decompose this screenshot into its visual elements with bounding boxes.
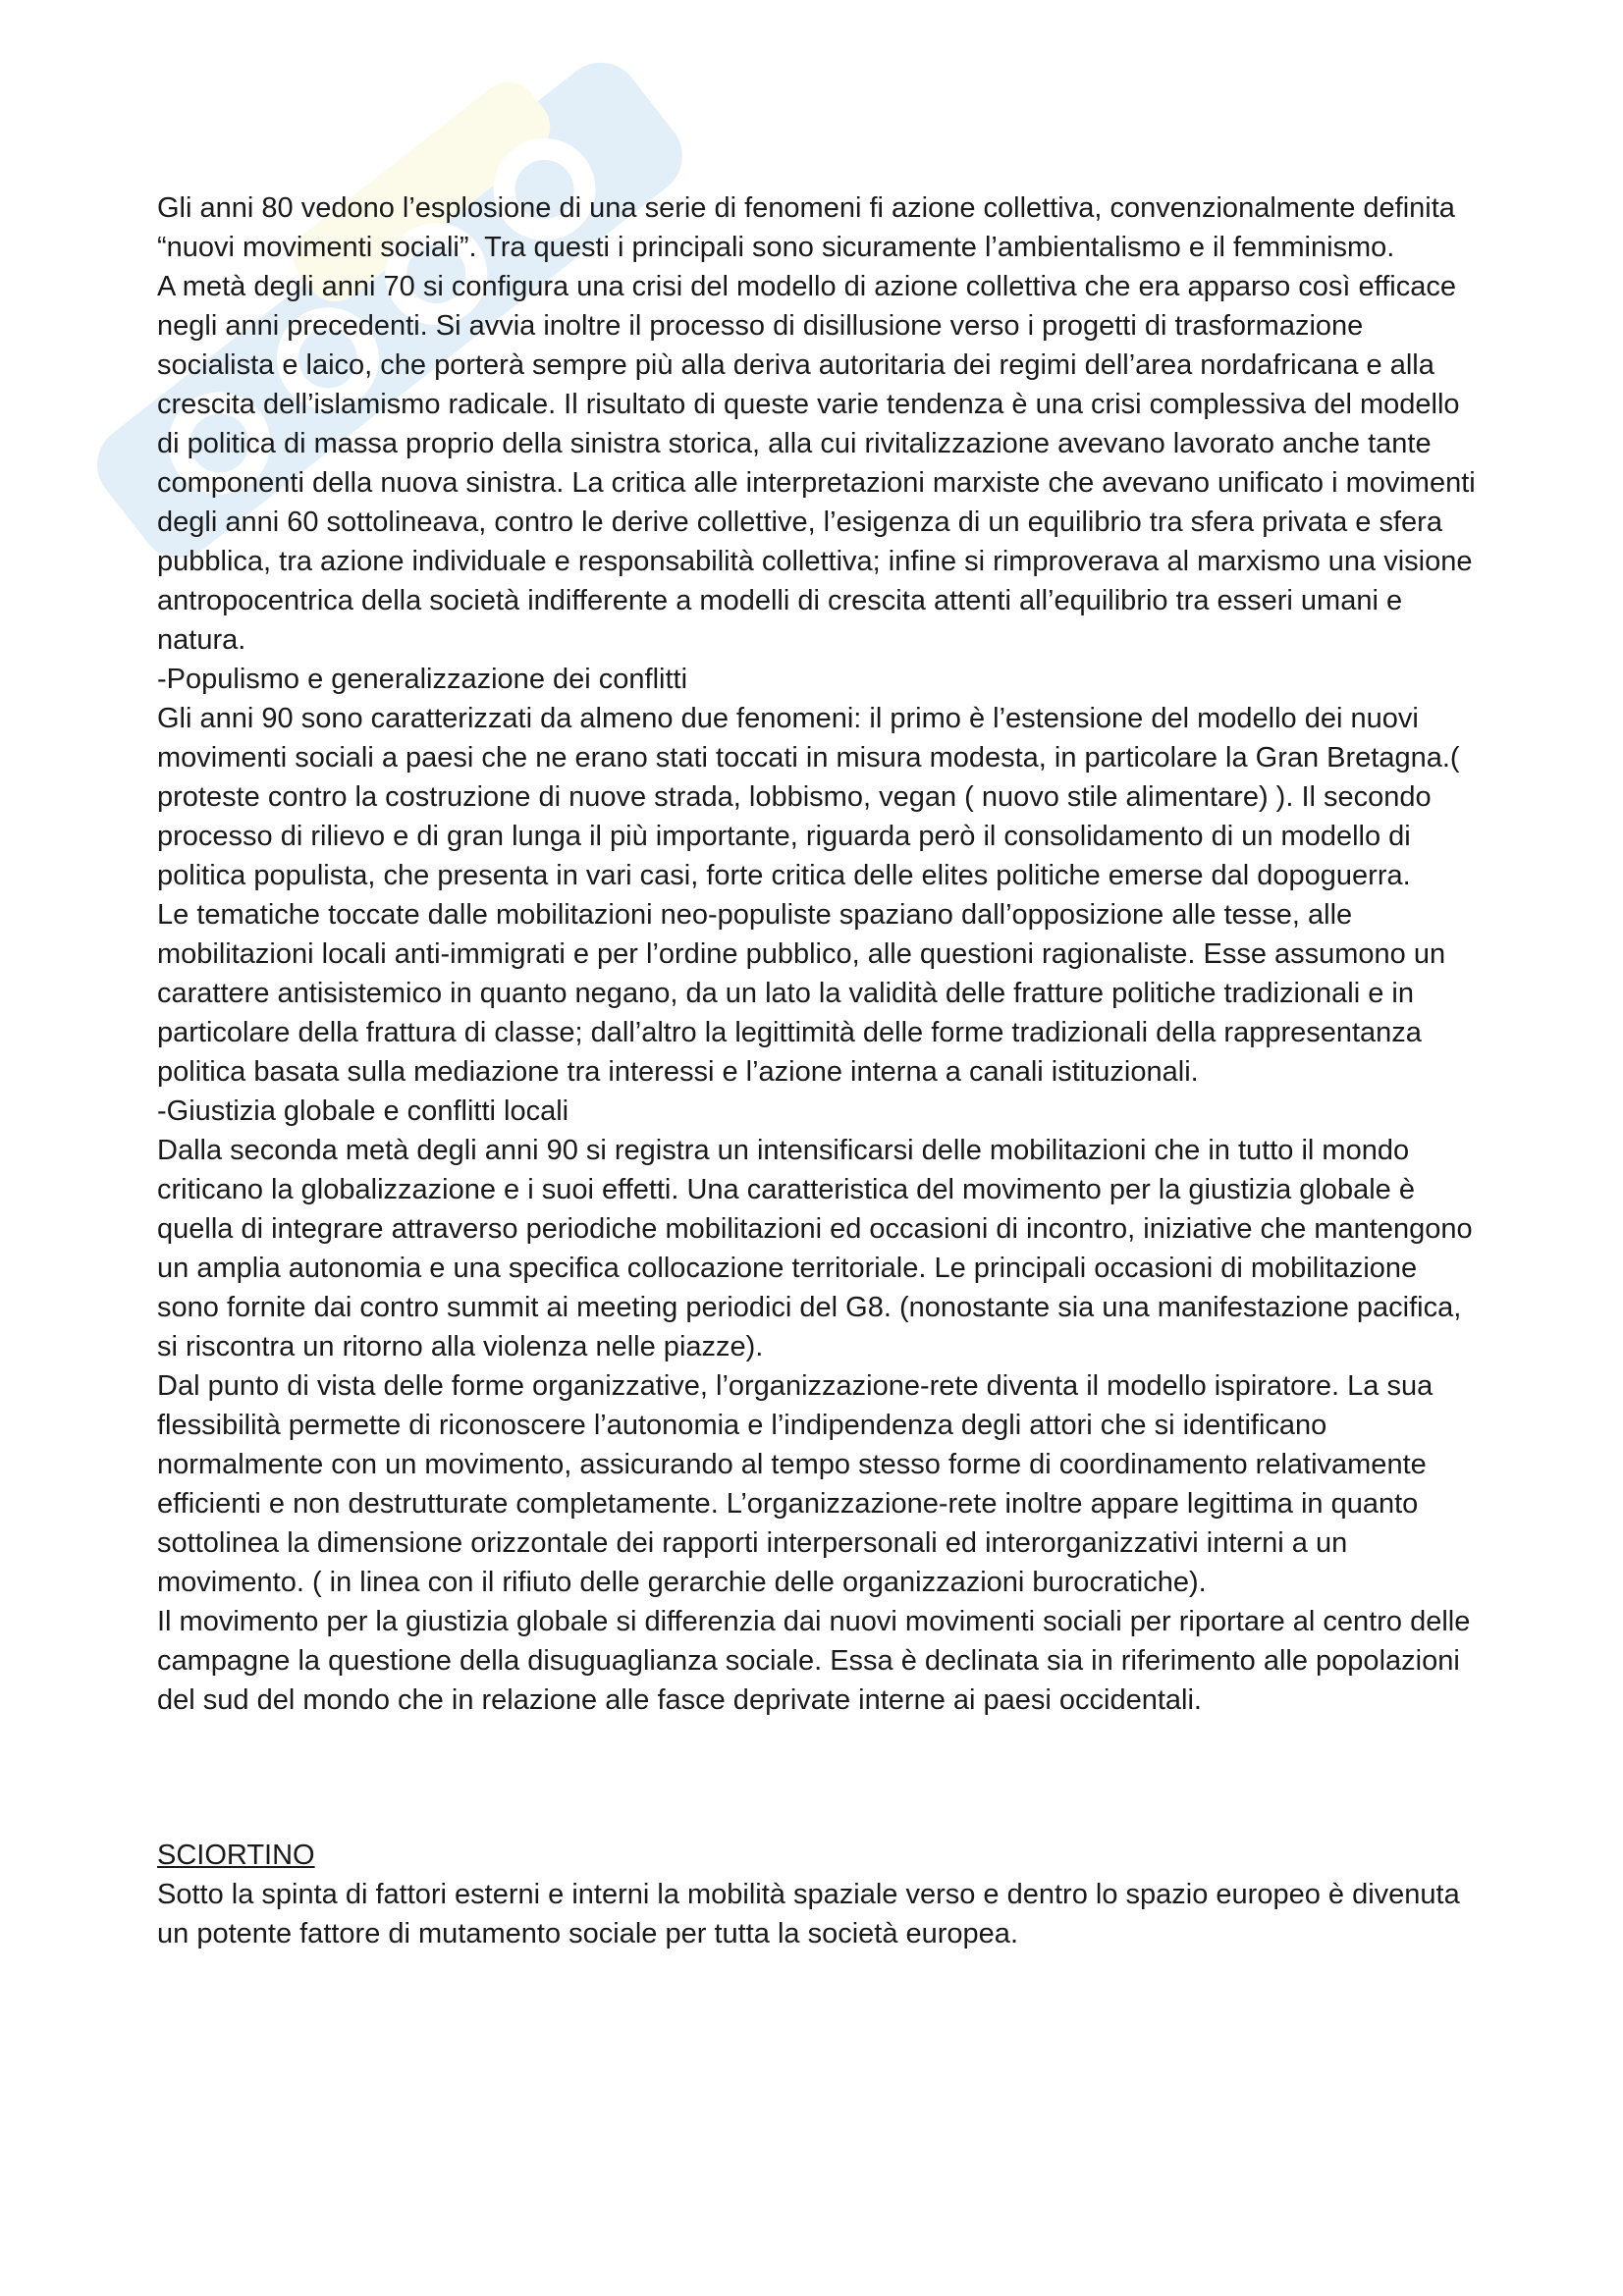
paragraph: Gli anni 90 sono caratterizzati da almeno due fenomeni: il primo è l’estensione del modello dei nuovi movimenti sociali a paesi che ne erano stati toccati in misura modesta, in particolare la Gran Bretagna.( proteste contro la costruzione di nuove strada, lobbismo, vegan ( nuovo stile alimentare) ). Il secondo processo di rilievo e di gran lunga il più importante, riguarda però il consolidamento di un modello di politica populista, che presenta in vari casi, forte critica delle elites politiche emerse dal dopoguerra. [157,703,1460,891]
document-body [157,188,1483,1953]
paragraph: Gli anni 80 vedono l’esplosione di una serie di fenomeni fi azione collettiva, convenzionalmente definita “nuovi movimenti sociali”. Tra questi i principali sono sicuramente l’ambientalismo e il femminismo. [157,192,1455,263]
paragraph: A metà degli anni 70 si configura una crisi del modello di azione collettiva che era apparso così efficace negli anni precedenti. Si avvia inoltre il processo di disillusione verso i progetti di trasformazione socialista e laico, che porterà sempre più alla deriva autoritaria dei regimi dell’area nordafricana e alla crescita dell’islamismo radicale. Il risultato di queste varie tendenza è una crisi complessiva del modello di politica di massa proprio della sinistra storica, alla cui rivitalizzazione avevano lavorato anche tante componenti della nuova sinistra. La critica alle interpretazioni marxiste che avevano unificato i movimenti degli anni 60 sottolineava, contro le derive collettive, l’esigenza di un equilibrio tra sfera privata e sfera pubblica, tra azione individuale e responsabilità collettiva; infine si rimproverava al marxismo una visione antropocentrica della società indifferente a modelli di crescita attenti all’equilibrio tra esseri umani e natura. [157,271,1476,656]
paragraph: Le tematiche toccate dalle mobilitazioni neo-populiste spaziano dall’opposizione alle tesse, alle mobilitazioni locali anti-immigrati e per l’ordine pubblico, alle questioni ragionaliste. Esse assumono un carattere antisistemico in quanto negano, da un lato la validità delle fratture politiche tradizionali e in particolare della frattura di classe; dall’altro la legittimità delle forme tradizionali della rappresentanza politica basata sulla mediazione tra interessi e l’azione interna a canali istituzionali. [157,899,1446,1088]
paragraph: Dal punto di vista delle forme organizzative, l’organizzazione-rete diventa il modello ispiratore. La sua flessibilità permette di riconoscere l’autonomia e l’indipendenza degli attori che si identificano normalmente con un movimento, assicurando al tempo stesso forme di coordinamento relativamente efficienti e non destrutturate completamente. L’organizzazione-rete inoltre appare legittima in quanto sottolinea la dimensione orizzontale dei rapporti interpersonali ed interorganizzativi interni a un movimento. ( in linea con il rifiuto delle gerarchie delle organizzazioni burocratiche). [157,1370,1434,1598]
section-subheading: -Populismo e generalizzazione dei conflitti [157,664,688,695]
section-subheading: -Giustizia globale e conflitti locali [157,1095,569,1127]
paragraph: Il movimento per la giustizia globale si differenzia dai nuovi movimenti sociali per riportare al centro delle campagne la questione della disuguaglianza sociale. Essa è declinata sia in riferimento alle popolazioni del sud del mondo che in relazione alle fasce deprivate interne ai paesi occidentali. [157,1606,1471,1716]
paragraph: Sotto la spinta di fattori esterni e interni la mobilità spaziale verso e dentro lo spazio europeo è divenuta un potente fattore di mutamento sociale per tutta la società europea. [157,1879,1460,1949]
section-heading: SCIORTINO [157,1840,315,1871]
blank-space [157,1720,1483,1836]
paragraph: Dalla seconda metà degli anni 90 si registra un intensificarsi delle mobilitazioni che in tutto il mondo criticano la globalizzazione e i suoi effetti. Una caratteristica del movimento per la giustizia globale è quella di integrare attraverso periodiche mobilitazioni ed occasioni di incontro, iniziative che mantengono un amplia autonomia e una specifica collocazione territoriale. Le principali occasioni di mobilitazione sono fornite dai contro summit ai meeting periodici del G8. (nonostante sia una manifestazione pacifica, si riscontra un ritorno alla violenza nelle piazze). [157,1135,1473,1362]
